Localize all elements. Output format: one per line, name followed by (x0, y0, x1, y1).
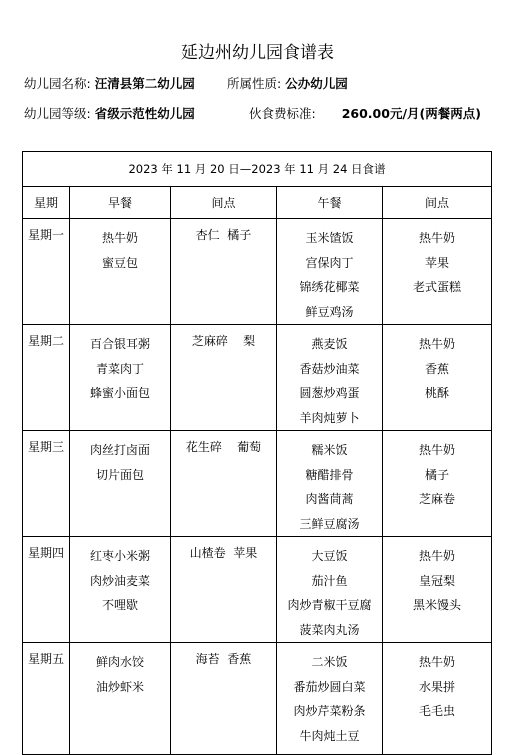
dish-item: 不哩歇 (101, 598, 138, 612)
menu-day-row (23, 219, 492, 325)
kindergarten-level-value: 省级示范性幼儿园 (94, 106, 195, 121)
dish-item: 肉丝打卤面 (89, 443, 150, 457)
dish-item: 鲜肉水饺 (95, 655, 144, 669)
header-breakfast: 早餐 (70, 187, 171, 219)
menu-day-row (23, 325, 492, 431)
dish-item: 芝麻卷 (418, 492, 455, 506)
dish-item: 切片面包 (95, 467, 144, 482)
kindergarten-type-label: 所属性质: (227, 76, 282, 91)
page-title: 延边州幼儿园食谱表 (181, 43, 334, 63)
dish-item: 羊肉炖萝卜 (299, 410, 360, 425)
menu-day-row (23, 431, 492, 537)
snack-morning-cell (171, 537, 277, 643)
snack-morning-cell (171, 431, 277, 537)
dish-item: 百合银耳粥 (89, 337, 150, 351)
dish-item: 燕麦饭 (311, 337, 348, 351)
snack-afternoon-cell (383, 219, 492, 325)
dish-item: 青菜肉丁 (95, 361, 144, 376)
snack-morning-cell (171, 643, 277, 755)
breakfast-cell (70, 643, 171, 755)
snack-afternoon-cell (383, 537, 492, 643)
dish-item: 菠菜肉丸汤 (299, 622, 360, 637)
lunch-cell (277, 325, 383, 431)
snack-item: 花生碎 葡萄 (185, 440, 262, 454)
lunch-cell (277, 643, 383, 755)
dish-item: 肉炒芹菜粉条 (293, 704, 366, 718)
dish-item: 二米饭 (311, 655, 348, 669)
snack-item: 杏仁 橘子 (195, 228, 252, 242)
dish-item: 鲜豆鸡汤 (305, 304, 354, 319)
dish-item: 蜂蜜小面包 (89, 386, 150, 400)
dish-item: 牛肉炖土豆 (299, 728, 360, 743)
dish-item: 红枣小米粥 (89, 549, 150, 563)
kindergarten-name-value: 汪清县第二幼儿园 (94, 76, 195, 91)
dish-item: 大豆饭 (311, 549, 348, 563)
dish-item: 糖醋排骨 (305, 467, 354, 482)
dish-item: 香菇炒油菜 (299, 361, 360, 376)
snack-item: 海苔 香蕉 (195, 652, 252, 666)
menu-table (22, 151, 492, 755)
dish-item: 橘子 (424, 467, 449, 482)
menu-day-row (23, 537, 492, 643)
header-lunch: 午餐 (277, 187, 383, 219)
meal-fee-row (249, 104, 481, 122)
kindergarten-level-row (24, 104, 195, 122)
dish-item: 皇冠梨 (418, 573, 455, 588)
dish-item: 蜜豆包 (101, 255, 138, 270)
dish-item: 热牛奶 (418, 655, 455, 669)
weekday-cell: 星期一 (23, 219, 70, 325)
dish-item: 肉炒油麦菜 (89, 573, 150, 588)
kindergarten-name-row (24, 74, 195, 92)
kindergarten-name-label: 幼儿园名称: (24, 76, 91, 91)
dish-item: 三鲜豆腐汤 (299, 516, 360, 531)
dish-item: 玉米馇饭 (305, 231, 354, 245)
snack-morning-cell (171, 219, 277, 325)
meal-fee-value: 260.00元/月(两餐两点) (341, 106, 481, 121)
dish-item: 番茄炒圆白菜 (293, 679, 366, 694)
dish-item: 热牛奶 (418, 549, 455, 563)
dish-item: 苹果 (424, 255, 449, 270)
dish-item: 热牛奶 (418, 337, 455, 351)
weekday-cell: 星期四 (23, 537, 70, 643)
weekday-cell: 星期五 (23, 643, 70, 755)
header-snack-afternoon: 间点 (383, 187, 492, 219)
snack-item: 芝麻碎 梨 (191, 334, 256, 348)
breakfast-cell (70, 219, 171, 325)
snack-afternoon-cell (383, 643, 492, 755)
dish-item: 老式蛋糕 (412, 280, 461, 294)
lunch-cell (277, 537, 383, 643)
dish-item: 茄汁鱼 (311, 573, 348, 588)
snack-item: 山楂卷 苹果 (189, 546, 258, 560)
header-snack-morning: 间点 (171, 187, 277, 219)
dish-item: 糯米饭 (311, 443, 348, 457)
kindergarten-level-label: 幼儿园等级: (24, 106, 91, 121)
dish-item: 毛毛虫 (418, 704, 455, 718)
menu-date-range: 2023 年 11 月 20 日—2023 年 11 月 24 日食谱 (23, 152, 492, 187)
dish-item: 锦绣花椰菜 (299, 280, 360, 294)
breakfast-cell (70, 325, 171, 431)
breakfast-cell (70, 431, 171, 537)
dish-item: 水果拼 (418, 679, 455, 694)
dish-item: 热牛奶 (101, 231, 138, 245)
snack-morning-cell (171, 325, 277, 431)
dish-item: 热牛奶 (418, 231, 455, 245)
snack-afternoon-cell (383, 325, 492, 431)
lunch-cell (277, 431, 383, 537)
menu-day-row (23, 643, 492, 755)
lunch-cell (277, 219, 383, 325)
snack-afternoon-cell (383, 431, 492, 537)
header-weekday: 星期 (23, 187, 70, 219)
dish-item: 香蕉 (424, 361, 449, 376)
dish-item: 宫保肉丁 (305, 255, 354, 270)
weekday-cell: 星期二 (23, 325, 70, 431)
dish-item: 肉酱茼蒿 (305, 492, 354, 506)
menu-header-row (23, 187, 492, 219)
dish-item: 热牛奶 (418, 443, 455, 457)
weekday-cell: 星期三 (23, 431, 70, 537)
dish-item: 油炒虾米 (95, 679, 144, 694)
kindergarten-type-value: 公办幼儿园 (285, 76, 348, 91)
breakfast-cell (70, 537, 171, 643)
meal-fee-label: 伙食费标准: (249, 106, 316, 121)
dish-item: 桃酥 (424, 386, 449, 400)
kindergarten-type-row (227, 74, 348, 92)
dish-item: 肉炒青椒干豆腐 (287, 598, 372, 612)
dish-item: 圆葱炒鸡蛋 (299, 386, 360, 400)
dish-item: 黑米馒头 (412, 598, 461, 612)
